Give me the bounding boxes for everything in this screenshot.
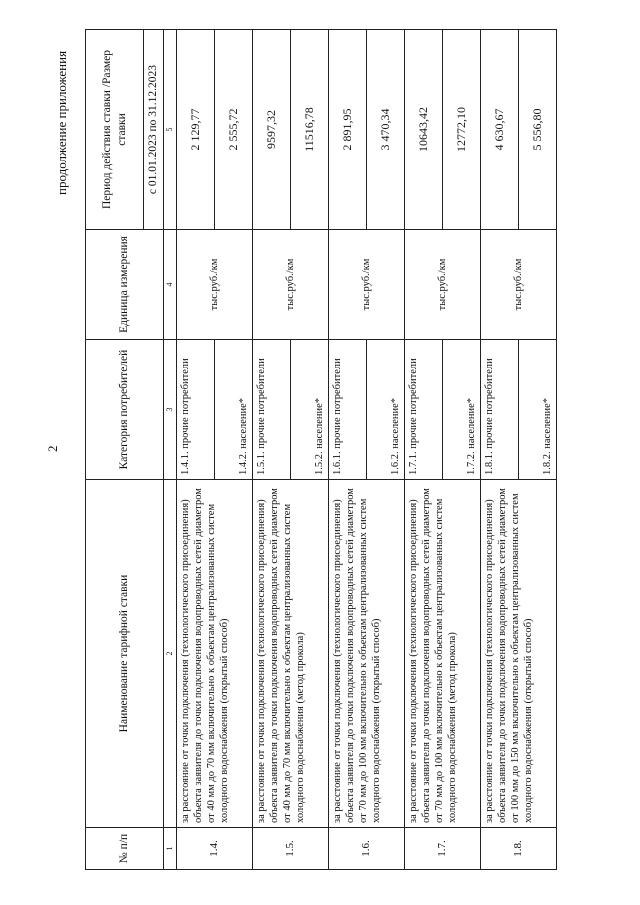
consumer-category: 1.8.2. население* [519,340,557,480]
table-row [177,30,215,870]
rate-value: 2 129,77 [177,30,215,230]
rate-value: 2 891,95 [329,30,367,230]
rate-value: 2 555,72 [215,30,253,230]
consumer-category: 1.4.1. прочие потребители [177,340,215,480]
column-number: 1 [164,828,177,870]
continuation-label: продолжение приложения [54,50,69,195]
table-row [481,30,519,870]
column-number: 3 [164,340,177,480]
rate-name: за расстояние от точки подключения (технологического присоединения) объекта заявителя до точки подключения водопроводных сетей диаметром от 40 мм до 70 мм включительно к объектам централизованных систем холодного водоснабжения (открытый способ) [177,480,253,828]
header-period: Период действия ставки /Размер ставки [86,30,144,230]
tariff-table-container [85,30,555,870]
rate-value: 5 556,80 [519,30,557,230]
rate-name: за расстояние от точки подключения (технологического присоединения) объекта заявителя до точки подключения водопроводных сетей диаметром от 40 мм до 70 мм включительно к объектам централизованных систем холодного водоснабжения (метод прокола) [253,480,329,828]
rate-name: за расстояние от точки подключения (технологического присоединения) объекта заявителя до точки подключения водопроводных сетей диаметром от 70 мм до 100 мм включительно к объектам централизованных систем холодного водоснабжения (открытый способ) [329,480,405,828]
rate-value: 11516,78 [291,30,329,230]
column-number: 5 [164,30,177,230]
unit-cell: тыс.руб./км [329,230,405,340]
consumer-category: 1.7.2. население* [443,340,481,480]
consumer-category: 1.6.1. прочие потребители [329,340,367,480]
header-period-dates: с 01.01.2023 по 31.12.2023 [144,30,164,230]
unit-cell: тыс.руб./км [177,230,253,340]
unit-cell: тыс.руб./км [481,230,557,340]
table-row [253,30,291,870]
rate-value: 10643,42 [405,30,443,230]
row-number: 1.8. [481,828,557,870]
rate-value: 4 630,67 [481,30,519,230]
tariff-table [85,29,557,870]
rate-value: 3 470,34 [367,30,405,230]
page-number: 2 [45,445,60,452]
table-row [329,30,367,870]
row-number: 1.7. [405,828,481,870]
column-number: 2 [164,480,177,828]
consumer-category: 1.6.2. население* [367,340,405,480]
header-unit: Единица измерения [86,230,164,340]
header-name: Наименование тарифной ставки [86,480,164,828]
column-number: 4 [164,230,177,340]
header-category: Категория потребителей [86,340,164,480]
rate-value: 12772,10 [443,30,481,230]
header-number: № п/п [86,828,164,870]
rate-value: 9597,32 [253,30,291,230]
consumer-category: 1.4.2. население* [215,340,253,480]
consumer-category: 1.7.1. прочие потребители [405,340,443,480]
rate-name: за расстояние от точки подключения (технологического присоединения) объекта заявителя до точки подключения водопроводных сетей диаметром от 70 мм до 100 мм включительно к объектам централизованных систем холодного водоснабжения (метод прокола) [405,480,481,828]
consumer-category: 1.5.1. прочие потребители [253,340,291,480]
unit-cell: тыс.руб./км [253,230,329,340]
consumer-category: 1.8.1. прочие потребители [481,340,519,480]
rate-name: за расстояние от точки подключения (технологического присоединения) объекта заявителя до точки подключения водопроводных сетей диаметром от 100 мм до 150 мм включительно к объектам централизованных систем холодного водоснабжения (открытый способ) [481,480,557,828]
row-number: 1.4. [177,828,253,870]
row-number: 1.6. [329,828,405,870]
unit-cell: тыс.руб./км [405,230,481,340]
row-number: 1.5. [253,828,329,870]
consumer-category: 1.5.2. население* [291,340,329,480]
table-row [405,30,443,870]
